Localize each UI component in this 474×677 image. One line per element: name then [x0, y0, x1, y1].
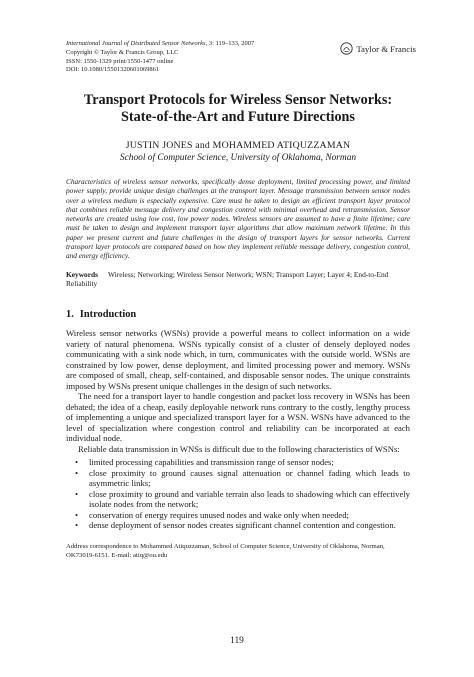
list-item — [66, 510, 410, 521]
author-list: JUSTIN JONES and MOHAMMED ATIQUZZAMAN — [125, 140, 351, 151]
body-paragraph: Reliable data transmission in WNSs is difficult due to the following characteristics of WSNs: — [78, 443, 400, 454]
list-item — [66, 457, 410, 468]
body-paragraph: Wireless sensor networks (WSNs) provide a powerful means to collect information on a wide variety of natural phenomena. WSNs typically consist of a cluster of densely deployed nodes communicating with a sink node which, in turn, communicates with the outside world. WSNs are constrained by low power, dense deployment, and limited processing power and memory. WSNs are composed of small, cheap, self-contained, and disposable sensor nodes. The unique constraints imposed by WSNs present unique challenges in the design of such networks. — [66, 328, 410, 391]
list-item-text: dense deployment of sensor nodes creates significant channel contention and congestion. — [89, 520, 396, 531]
copyright-line: Copyright © Taylor & Francis Group, LLC — [66, 48, 179, 56]
bullet-icon: • — [75, 520, 79, 531]
bullet-icon: • — [75, 488, 79, 499]
list-item-text: limited processing capabilities and transmission range of sensor nodes; — [89, 457, 334, 468]
list-item — [66, 489, 410, 510]
correspondence-footnote: Address correspondence to Mohammed Atiquzzaman, School of Computer Science, University of Oklahoma, Norman, OK73019-6151. E-mail: atiq@ou.edu — [66, 542, 385, 559]
list-item — [66, 520, 410, 531]
keywords-label: Keywords — [66, 269, 99, 279]
publisher-name: Taylor & Francis — [356, 43, 416, 54]
list-item — [66, 468, 410, 489]
body-paragraph: The need for a transport layer to handle congestion and packet loss recovery in WSNs has been debated; the idea of a cheap, easily deployable network runs contrary to the costly, lengthy process of implementing a unique and specialized transport layer for a WSN. WSNs have advanced to the level of specialization where congestion control and reliability can be incorporated at each individual node. — [66, 391, 410, 444]
author-affiliation: School of Computer Science, University of Oklahoma, Norman — [119, 153, 357, 163]
title-line-2: State-of-the-Art and Future Directions — [121, 109, 355, 125]
publisher-logo — [340, 42, 416, 55]
page-number: 119 — [230, 636, 244, 646]
bullet-icon: • — [75, 509, 79, 520]
title-line-1: Transport Protocols for Wireless Sensor Networks: — [83, 92, 393, 108]
section-number: 1. — [66, 309, 74, 321]
paper-title — [66, 92, 410, 126]
list-item-text: conservation of energy requires unused nodes and wake only when needed; — [89, 509, 349, 520]
abstract: Characteristics of wireless sensor networks, specifically dense deployment, limited processing power, and limited power supply, provide unique design challenges at the transport layer. Message transmission between sensor nodes over a wireless medium is especially expensive. Care must be taken to design an efficient transport layer protocol that combines reliable message delivery and congestion control with minimal overhead and retransmission. Sensor networks are created using low cost, low power nodes. Wireless sensors are assumed to have a finite lifetime; care must be taken to design and implement transport layer algorithms that allow maximum network lifetime. In this paper we present current and future challenges in the design of transport layers for sensor networks. Current transport layer protocols are compared based on how they implement reliable message delivery, congestion control, and energy efficiency. — [66, 177, 410, 261]
journal-volume-pages: , 3: 119–133, 2007 — [205, 40, 255, 47]
bullet-icon: • — [75, 467, 79, 478]
section-heading — [66, 309, 410, 320]
publisher-emblem-icon — [340, 42, 353, 55]
keywords — [66, 270, 410, 289]
doi-line: DOI: 10.1080/15501320601069861 — [66, 66, 160, 74]
issn-line: ISSN: 1550-1329 print/1550-1477 online — [66, 57, 174, 65]
bullet-icon: • — [75, 457, 79, 468]
keywords-text: Wireless; Networking; Wireless Sensor Network; WSN; Transport Layer; Layer 4; End-to-End Reliability — [66, 269, 389, 289]
page-header — [66, 40, 416, 92]
characteristics-list — [66, 457, 410, 531]
list-item-text: close proximity to ground causes signal attenuation or channel fading which leads to asymmetric links; — [89, 467, 410, 489]
section-title: Introduction — [79, 309, 137, 321]
journal-name: International Journal of Distributed Sensor Networks — [66, 40, 206, 47]
list-item-text: close proximity to ground and variable terrain also leads to shadowing which can effectively isolate nodes from the network; — [89, 488, 410, 510]
